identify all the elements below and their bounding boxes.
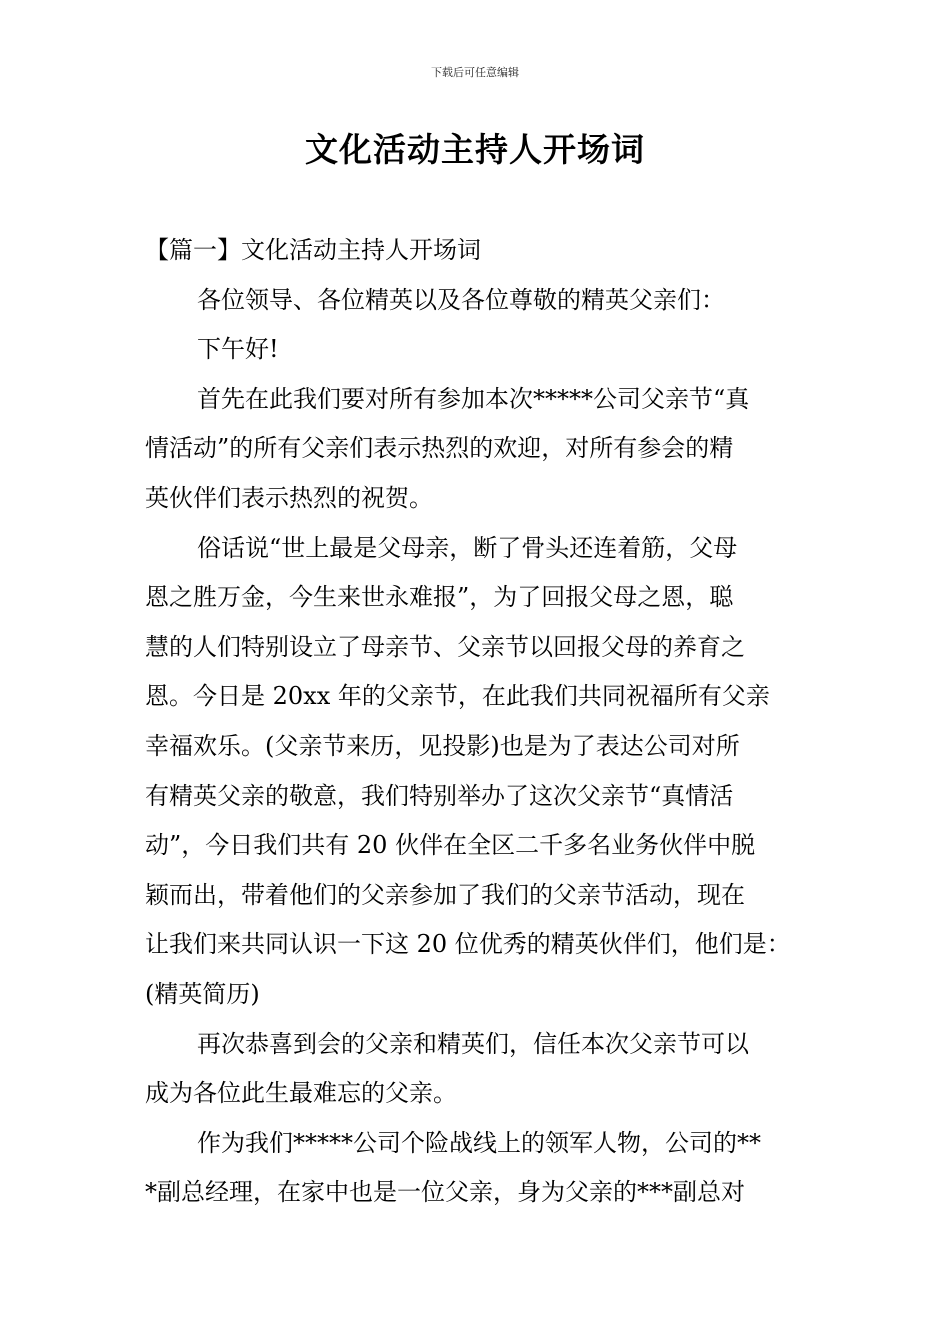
- text-line: 情活动”的所有父亲们表示热烈的欢迎，对所有参会的精: [145, 434, 734, 463]
- text-line: 幸福欢乐。(父亲节来历，见投影)也是为了表达公司对所: [145, 731, 740, 760]
- text-line: 恩之胜万金，今生来世永难报”，为了回报父母之恩，聪: [145, 583, 734, 612]
- text-line: 让我们来共同认识一下这 20 位优秀的精英伙伴们，他们是：: [145, 930, 791, 959]
- text-line: 俗话说“世上最是父母亲，断了骨头还连着筋，父母: [197, 533, 738, 562]
- text-line: 英伙伴们表示热烈的祝贺。: [145, 483, 433, 512]
- text-line: 慧的人们特别设立了母亲节、父亲节以回报父母的养育之: [145, 632, 745, 661]
- text-line: 再次恭喜到会的父亲和精英们，信任本次父亲节可以: [197, 1029, 749, 1058]
- document-title: 文化活动主持人开场词: [305, 130, 645, 169]
- text-line: 颖而出，带着他们的父亲参加了我们的父亲节活动，现在: [145, 880, 745, 909]
- text-line: 动”，今日我们共有 20 伙伴在全区二千多名业务伙伴中脱: [145, 831, 756, 860]
- text-line: 下午好!: [197, 335, 279, 364]
- header-note: 下载后可任意编辑: [431, 66, 519, 79]
- text-line: 成为各位此生最难忘的父亲。: [145, 1079, 457, 1108]
- text-line: 各位领导、各位精英以及各位尊敬的精英父亲们：: [197, 285, 725, 314]
- text-line: 首先在此我们要对所有参加本次*****公司父亲节“真: [197, 384, 750, 413]
- text-line: 作为我们*****公司个险战线上的领军人物，公司的**: [197, 1128, 761, 1157]
- text-line: *副总经理，在家中也是一位父亲，身为父亲的***副总对: [145, 1178, 745, 1207]
- text-line: (精英简历): [145, 979, 260, 1008]
- document-body: [145, 226, 809, 1218]
- text-line: 【篇一】文化活动主持人开场词: [145, 236, 481, 264]
- text-line: 恩。今日是 20xx 年的父亲节，在此我们共同祝福所有父亲: [145, 682, 770, 711]
- text-line: 有精英父亲的敬意，我们特别举办了这次父亲节“真情活: [145, 781, 734, 810]
